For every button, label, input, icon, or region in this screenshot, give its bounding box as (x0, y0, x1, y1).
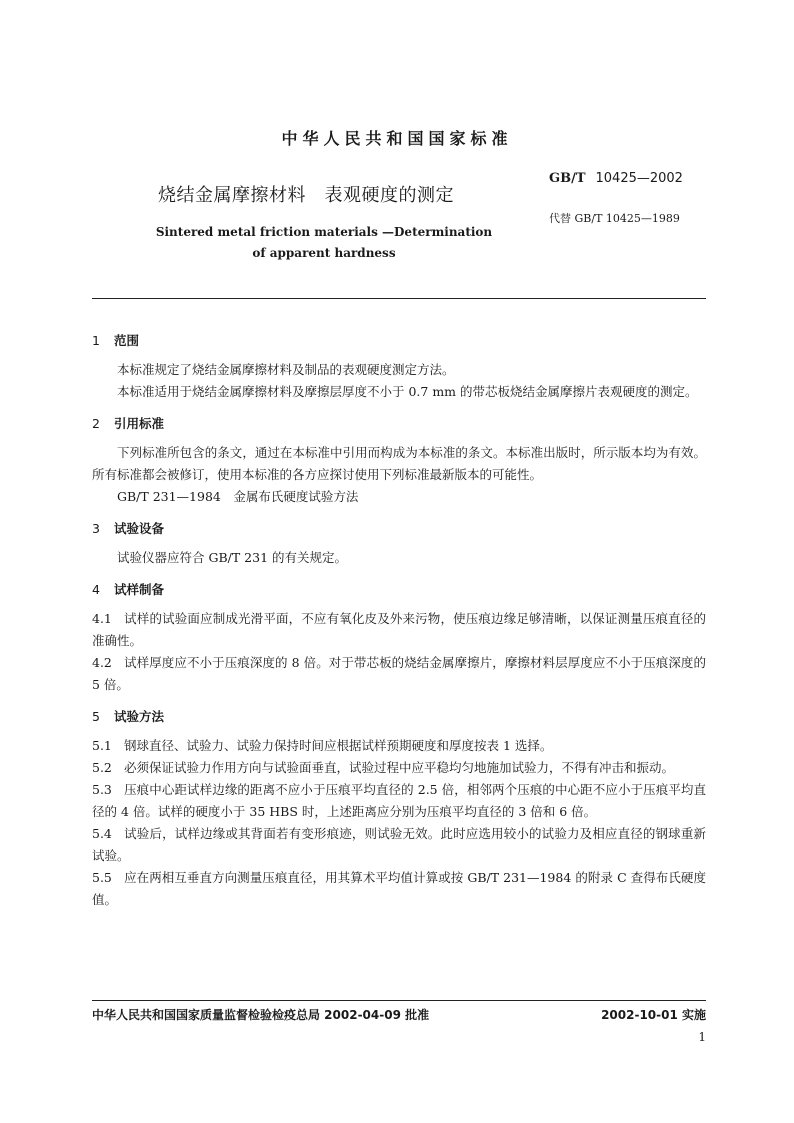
title-en-line-1: Sintered metal friction materials —Determination (155, 225, 493, 239)
clause-5-5: 5.5 应在两相互垂直方向测量压痕直径，用其算术平均值计算或按 GB/T 231—1984 的附录 C 查得布氏硬度值。 (92, 870, 706, 907)
reference-item: GB/T 231—1984 金属布氏硬度试验方法 (117, 489, 359, 504)
replaces-note: 代替 GB/T 10425—1989 (549, 212, 680, 225)
national-standard-title: 中华人民共和国国家标准 (281, 129, 513, 148)
page-number: 1 (698, 1030, 706, 1044)
paragraph: 本标准规定了烧结金属摩擦材料及制品的表观硬度测定方法。 (117, 362, 455, 377)
section-heading-4: 4 试样制备 (92, 582, 165, 597)
clause-4-1: 4.1 试样的试验面应制成光滑平面，不应有氧化皮及外来污物，使压痕边缘足够清晰，以保证测量压痕直径的准确性。 (92, 611, 706, 648)
section-heading-5: 5 试验方法 (92, 709, 165, 724)
clause-5-2: 5.2 必须保证试验力作用方向与试验面垂直，试验过程中应平稳均匀地施加试验力，不得有冲击和振动。 (92, 760, 675, 775)
title-en-line-2: of apparent hardness (252, 246, 396, 260)
clause-5-3: 5.3 压痕中心距试样边缘的距离不应小于压痕平均直径的 2.5 倍，相邻两个压痕的中心距不应小于压痕平均直径的 4 倍。试样的硬度小于 35 HBS 时，上述距离应分别为压痕平均直径的 3 倍和 6 倍。 (92, 782, 706, 819)
standard-code-number: 10425—2002 (595, 171, 683, 186)
footer-divider (92, 1000, 706, 1001)
header-divider (92, 298, 706, 299)
clause-4-2: 4.2 试样厚度应不小于压痕深度的 8 倍。对于带芯板的烧结金属摩擦片，摩擦材料层厚度应不小于压痕深度的 5 倍。 (92, 655, 706, 692)
paragraph: 本标准适用于烧结金属摩擦材料及摩擦层厚度不小于 0.7 mm 的带芯板烧结金属摩擦片表观硬度的测定。 (117, 384, 698, 399)
standard-code-prefix: GB/T (549, 171, 586, 186)
document-body (92, 330, 706, 911)
standard-code (549, 171, 683, 186)
document-title-en (150, 222, 498, 264)
issue-statement: 中华人民共和国国家质量监督检验检疫总局 2002-04-09 批准 (92, 1008, 430, 1022)
section-heading-2: 2 引用标准 (92, 416, 165, 431)
paragraph: 下列标准所包含的条文，通过在本标准中引用而构成为本标准的条文。本标准出版时，所示版本均为有效。所有标准都会被修订，使用本标准的各方应探讨使用下列标准最新版本的可能性。 (92, 445, 706, 482)
section-heading-3: 3 试验设备 (92, 521, 165, 536)
implementation-date: 2002-10-01 实施 (601, 1008, 706, 1022)
section-heading-1: 1 范围 (92, 333, 140, 348)
clause-5-1: 5.1 钢球直径、试验力、试验力保持时间应根据试样预期硬度和厚度按表 1 选择。 (92, 738, 553, 753)
clause-5-4: 5.4 试验后，试样边缘或其背面若有变形痕迹，则试验无效。此时应选用较小的试验力及相应直径的钢球重新试验。 (92, 826, 706, 863)
paragraph: 试验仪器应符合 GB/T 231 的有关规定。 (117, 550, 347, 565)
document-title-cn: 烧结金属摩擦材料 表观硬度的测定 (158, 185, 454, 206)
